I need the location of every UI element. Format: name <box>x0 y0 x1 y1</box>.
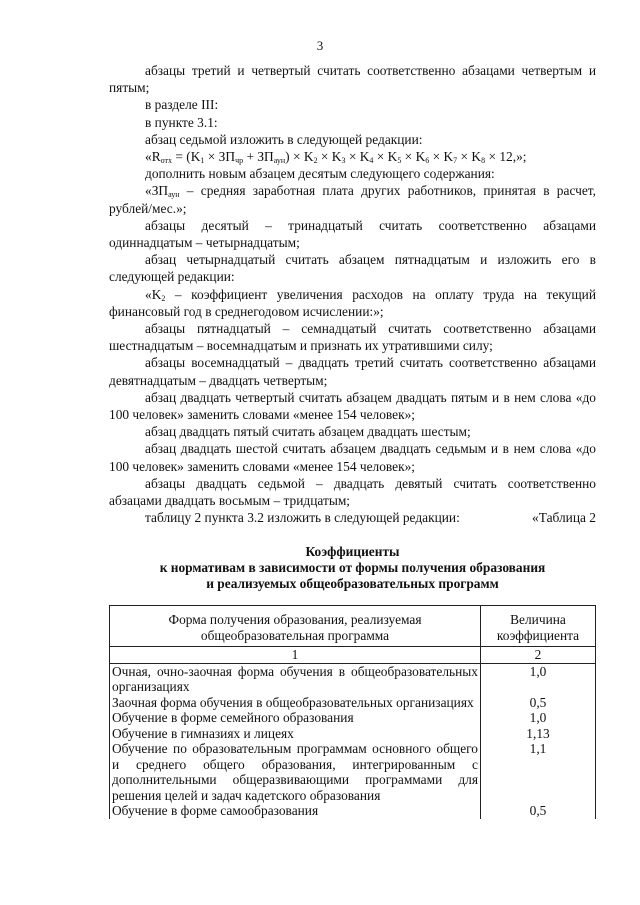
paragraph: абзацы десятый – тринадцатый считать соответственно абзацами одиннадцатым – четырнадцатым; <box>109 217 596 251</box>
education-form: Заочная форма обучения в общеобразовательных организациях <box>110 695 481 711</box>
formula-part: = (K <box>172 149 201 165</box>
table-row <box>110 803 596 819</box>
page-number: 3 <box>316 38 324 53</box>
formula-part: × ЗП <box>204 149 236 165</box>
formula-sub: 8 <box>481 156 486 166</box>
paragraph: абзацы третий и четвертый считать соответственно абзацами четвертым и пятым; <box>109 63 596 96</box>
formula-sub: чр <box>235 156 244 166</box>
coefficient-value: 0,5 <box>481 803 596 819</box>
formula-part: × K <box>317 149 342 165</box>
formula-part: ) × K <box>285 149 314 165</box>
definition-part: «K <box>145 286 162 302</box>
formula-sub: 5 <box>397 156 402 166</box>
table-title-line: и реализуемых общеобразовательных программ <box>206 576 499 591</box>
definition-part: – коэффициент увеличения расходов на оплату труда на текущий финансовый год в среднегодовом исчислении:»; <box>109 286 596 319</box>
education-form: Обучение в форме самообразования <box>110 803 481 819</box>
formula-part: × K <box>373 149 398 165</box>
formula-sub: 4 <box>369 156 374 166</box>
column-index-row <box>110 647 596 664</box>
definition-sub: 2 <box>161 293 166 303</box>
table-title <box>109 544 596 592</box>
formula-sub: аун <box>273 156 286 166</box>
formula-part: × 12,»; <box>485 149 527 165</box>
formula-part: «R <box>145 149 161 165</box>
formula-part: + ЗП <box>243 149 274 165</box>
formula-sub: 2 <box>313 156 318 166</box>
coefficient-value: 0,5 <box>481 695 596 711</box>
paragraph: абзац двадцать пятый считать абзацем двадцать шестым; <box>145 424 471 440</box>
coefficient-value: 1,0 <box>481 663 596 695</box>
paragraph: абзац седьмой изложить в следующей редакции: <box>145 131 423 147</box>
coefficient-value: 1,0 <box>481 710 596 726</box>
formula-part: × K <box>429 149 454 165</box>
education-form: Обучение в форме семейного образования <box>110 710 481 726</box>
formula-sub: 6 <box>425 156 430 166</box>
paragraph: в разделе III: <box>145 97 219 113</box>
column-header-form: Форма получения образования, реализуемая общеобразовательная программа <box>110 606 481 647</box>
paragraph: таблицу 2 пункта 3.2 изложить в следующей редакции: <box>145 510 460 526</box>
definition-part: – средняя заработная плата других работников, принятая в расчет, рублей/мес.»; <box>109 183 596 216</box>
amendment-text <box>109 62 596 526</box>
paragraph: абзац двадцать четвертый считать абзацем двадцать пятым и в нем слова «до 100 человек» заменить словами «менее 154 человек»; <box>109 389 596 423</box>
paragraph: дополнить новым абзацем десятым следующего содержания: <box>145 166 495 182</box>
education-form: Обучение по образовательным программам основного общего и среднего общего образования, интегрированным с дополнительными общеразвивающими программами для решения целей и задач кадетского образования <box>110 741 481 803</box>
formula-part: × K <box>345 149 370 165</box>
coefficients-table <box>109 605 596 819</box>
table-row <box>110 663 596 695</box>
paragraph: в пункте 3.1: <box>145 114 218 130</box>
coefficient-value: 1,13 <box>481 726 596 742</box>
table-row <box>110 695 596 711</box>
coefficient-value: 1,1 <box>481 741 596 803</box>
column-index: 1 <box>110 647 481 664</box>
formula-part: × K <box>457 149 482 165</box>
formula-part: × K <box>401 149 426 165</box>
paragraph: абзац четырнадцатый считать абзацем пятнадцатым и изложить его в следующей редакции: <box>109 252 596 285</box>
education-form: Обучение в гимназиях и лицеях <box>110 726 481 742</box>
definition-part: «ЗП <box>145 183 169 199</box>
definition-paragraph <box>109 182 596 216</box>
table-header-row <box>110 606 596 647</box>
paragraph: абзацы пятнадцатый – семнадцатый считать соответственно абзацами шестнадцатым – восемнадцатым и признать их утратившими силу; <box>109 321 596 354</box>
definition-sub: аун <box>168 190 180 200</box>
definition-paragraph <box>109 286 596 320</box>
formula-sub: 7 <box>453 156 458 166</box>
paragraph: абзац двадцать шестой считать абзацем двадцать седьмым и в нем слова «до 100 человек» заменить словами «менее 154 человек»; <box>109 441 596 474</box>
formula-sub: 1 <box>200 156 205 166</box>
column-index: 2 <box>481 647 596 664</box>
table-reference: «Таблица 2 <box>532 510 596 525</box>
formula-paragraph <box>109 148 596 165</box>
column-header-value: Величина коэффициента <box>481 606 596 647</box>
table-row <box>110 726 596 742</box>
formula-sub: отх <box>160 156 173 166</box>
formula-sub: 3 <box>341 156 346 166</box>
paragraph: абзацы восемнадцатый – двадцать третий считать соответственно абзацами девятнадцатым – двадцать четвертым; <box>109 355 596 388</box>
paragraph: абзацы двадцать седьмой – двадцать девятый считать соответственно абзацами двадцать восьмым – тридцатым; <box>109 475 596 509</box>
education-form: Очная, очно-заочная форма обучения в общеобразовательных организациях <box>110 663 481 695</box>
table-row <box>110 741 596 803</box>
table-title-line: Коэффициенты <box>305 544 400 559</box>
table-row <box>110 710 596 726</box>
table-title-line: к нормативам в зависимости от формы получения образования <box>159 560 546 575</box>
